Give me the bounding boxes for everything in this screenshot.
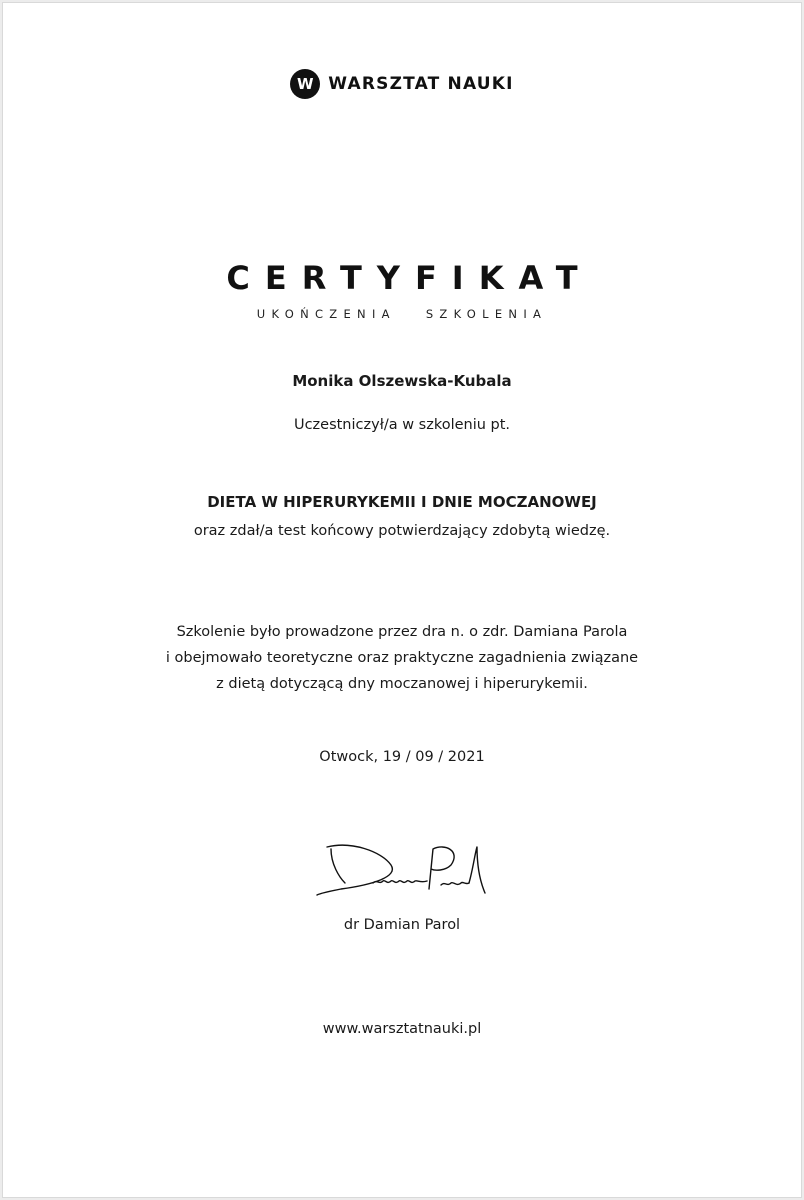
handwritten-signature bbox=[311, 839, 497, 901]
subtitle-word-1: UKOŃCZENIA bbox=[256, 307, 396, 321]
certificate-subtitle bbox=[3, 307, 801, 321]
signer-name: dr Damian Parol bbox=[343, 917, 461, 933]
brand-logo bbox=[3, 69, 801, 99]
brand-name: WARSZTAT NAUKI bbox=[328, 74, 514, 94]
participation-text: Uczestniczył/a w szkoleniu pt. bbox=[293, 417, 511, 433]
passed-test-text: oraz zdał/a test końcowy potwierdzający zdobytą wiedzę. bbox=[193, 523, 611, 539]
course-title: DIETA W HIPERURYKEMII I DNIE MOCZANOWEJ bbox=[207, 493, 597, 511]
w-circle-logo-icon: W bbox=[290, 69, 320, 99]
description-line: z dietą dotyczącą dny moczanowej i hiperurykemii. bbox=[216, 676, 588, 692]
place-and-date: Otwock, 19 / 09 / 2021 bbox=[319, 749, 485, 765]
course-description bbox=[3, 619, 801, 697]
subtitle-word-2: SZKOLENIA bbox=[425, 307, 548, 321]
description-line: Szkolenie było prowadzone przez dra n. o zdr. Damiana Parola bbox=[176, 624, 628, 640]
certificate-page bbox=[2, 2, 802, 1198]
description-line: i obejmowało teoretyczne oraz praktyczne zagadnienia związane bbox=[165, 650, 639, 666]
recipient-name: Monika Olszewska-Kubala bbox=[292, 372, 512, 390]
website-link[interactable]: www.warsztatnauki.pl bbox=[322, 1021, 482, 1037]
certificate-title: CERTYFIKAT bbox=[226, 259, 593, 297]
